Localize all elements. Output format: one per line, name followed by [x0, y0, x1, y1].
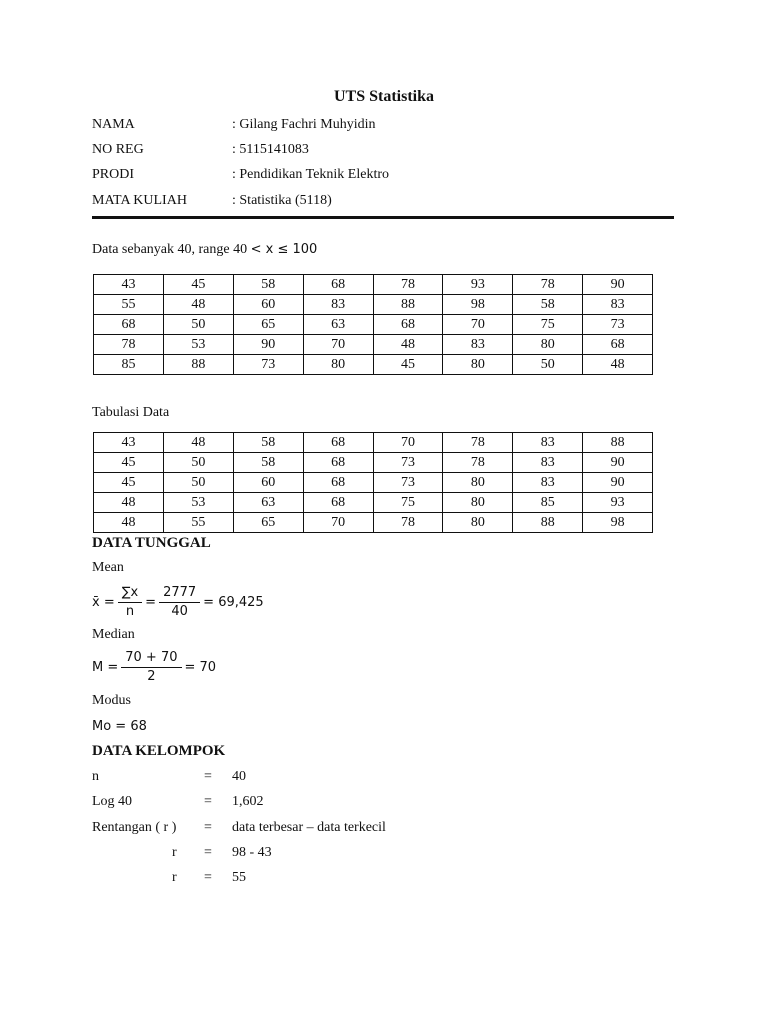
- table-cell: 80: [443, 513, 513, 533]
- table-cell: 90: [583, 473, 653, 493]
- data-intro-text: Data sebanyak 40, range 40: [92, 242, 248, 257]
- table-cell: 68: [303, 493, 373, 513]
- table-row: [94, 493, 653, 513]
- table-cell: 63: [233, 493, 303, 513]
- kelompok-row-rentangan: [92, 820, 492, 840]
- median-lhs: M =: [92, 660, 119, 675]
- table-cell: 48: [94, 513, 164, 533]
- kelompok-row-r-calc: [92, 845, 492, 865]
- table-row: [94, 513, 653, 533]
- table-cell: 80: [303, 355, 373, 375]
- table-cell: 45: [94, 473, 164, 493]
- table-cell: 93: [443, 275, 513, 295]
- kelompok-label: Log 40: [92, 794, 133, 809]
- table-cell: 50: [163, 453, 233, 473]
- table-cell: 68: [303, 453, 373, 473]
- table-row: [94, 315, 653, 335]
- table-cell: 78: [443, 433, 513, 453]
- table-cell: 48: [163, 295, 233, 315]
- info-value: : 5115141083: [232, 142, 309, 157]
- table-cell: 45: [163, 275, 233, 295]
- table-cell: 83: [513, 433, 583, 453]
- kelompok-equals: =: [204, 845, 212, 860]
- table-cell: 45: [373, 355, 443, 375]
- info-value: : Pendidikan Teknik Elektro: [232, 167, 390, 182]
- document-title: UTS Statistika: [333, 88, 435, 105]
- table-cell: 43: [94, 275, 164, 295]
- table-cell: 68: [373, 315, 443, 335]
- kelompok-equals: =: [204, 769, 212, 784]
- table-cell: 83: [513, 473, 583, 493]
- header-divider: [92, 216, 674, 219]
- table-cell: 60: [233, 473, 303, 493]
- table-cell: 58: [513, 295, 583, 315]
- table-cell: 80: [513, 335, 583, 355]
- data-intro-range: < x ≤ 100: [250, 242, 318, 257]
- table-cell: 53: [163, 493, 233, 513]
- table-cell: 88: [163, 355, 233, 375]
- table-cell: 50: [163, 473, 233, 493]
- table-cell: 73: [373, 453, 443, 473]
- mean-fraction-values: [159, 585, 200, 620]
- kelompok-row-r-result: [92, 870, 492, 890]
- table-cell: 58: [233, 453, 303, 473]
- table-row: [94, 275, 653, 295]
- table-cell: 78: [443, 453, 513, 473]
- table-cell: 80: [443, 355, 513, 375]
- data-tunggal-heading: DATA TUNGGAL: [92, 535, 211, 551]
- table-cell: 90: [583, 453, 653, 473]
- table-cell: 78: [373, 513, 443, 533]
- table-cell: 88: [513, 513, 583, 533]
- kelompok-value: data terbesar – data terkecil: [232, 820, 386, 835]
- info-label: NO REG: [92, 142, 144, 157]
- table-cell: 90: [583, 275, 653, 295]
- fraction-numerator: ∑x: [118, 585, 142, 603]
- table-cell: 78: [513, 275, 583, 295]
- table-row: [94, 295, 653, 315]
- table-cell: 55: [163, 513, 233, 533]
- fraction-numerator: 70 + 70: [121, 650, 181, 668]
- table-cell: 48: [94, 493, 164, 513]
- modus-label: Modus: [92, 693, 131, 708]
- table-cell: 70: [303, 513, 373, 533]
- table-cell: 48: [373, 335, 443, 355]
- table-cell: 50: [163, 315, 233, 335]
- table-cell: 78: [373, 275, 443, 295]
- table-cell: 85: [94, 355, 164, 375]
- tabulasi-label: Tabulasi Data: [92, 405, 170, 420]
- kelompok-label: Rentangan ( r ): [92, 820, 177, 835]
- table-cell: 60: [233, 295, 303, 315]
- table-cell: 63: [303, 315, 373, 335]
- table-cell: 68: [303, 473, 373, 493]
- table-cell: 80: [443, 473, 513, 493]
- info-label: MATA KULIAH: [92, 193, 187, 208]
- table-cell: 68: [303, 433, 373, 453]
- table-cell: 43: [94, 433, 164, 453]
- table-cell: 68: [94, 315, 164, 335]
- table-cell: 80: [443, 493, 513, 513]
- table-cell: 90: [233, 335, 303, 355]
- table-cell: 68: [303, 275, 373, 295]
- table-cell: 83: [513, 453, 583, 473]
- info-label: NAMA: [92, 117, 135, 132]
- kelompok-value: 98 - 43: [232, 845, 272, 860]
- table-cell: 68: [583, 335, 653, 355]
- kelompok-label: r: [172, 845, 177, 860]
- table-cell: 45: [94, 453, 164, 473]
- median-fraction: [121, 650, 181, 685]
- mean-fraction-sum: [118, 585, 142, 620]
- fraction-denominator: 40: [171, 604, 188, 619]
- table-cell: 85: [513, 493, 583, 513]
- table-cell: 83: [303, 295, 373, 315]
- table-cell: 65: [233, 513, 303, 533]
- table-cell: 75: [373, 493, 443, 513]
- table-cell: 98: [443, 295, 513, 315]
- table-cell: 53: [163, 335, 233, 355]
- table-cell: 78: [94, 335, 164, 355]
- table-cell: 70: [373, 433, 443, 453]
- kelompok-row-log: [92, 794, 492, 814]
- mean-lhs: x̄ =: [92, 595, 115, 610]
- info-value: : Gilang Fachri Muhyidin: [232, 117, 376, 132]
- mean-result: = 69,425: [203, 595, 264, 610]
- kelompok-equals: =: [204, 870, 212, 885]
- table-cell: 73: [233, 355, 303, 375]
- table-cell: 65: [233, 315, 303, 335]
- raw-data-table: [93, 274, 653, 375]
- modus-formula: Mo = 68: [92, 719, 147, 734]
- median-label: Median: [92, 627, 135, 642]
- data-intro: [92, 242, 317, 258]
- kelompok-row-n: [92, 769, 492, 789]
- table-cell: 73: [583, 315, 653, 335]
- table-cell: 88: [583, 433, 653, 453]
- table-cell: 83: [583, 295, 653, 315]
- mean-label: Mean: [92, 560, 124, 575]
- table-cell: 48: [583, 355, 653, 375]
- info-label: PRODI: [92, 167, 135, 182]
- table-cell: 88: [373, 295, 443, 315]
- table-cell: 93: [583, 493, 653, 513]
- table-cell: 48: [163, 433, 233, 453]
- data-kelompok-heading: DATA KELOMPOK: [92, 743, 226, 759]
- table-cell: 75: [513, 315, 583, 335]
- mean-equals: =: [145, 595, 157, 610]
- fraction-numerator: 2777: [159, 585, 200, 603]
- table-row: [94, 335, 653, 355]
- kelompok-value: 40: [232, 769, 246, 784]
- median-formula: [92, 650, 216, 685]
- fraction-denominator: 2: [147, 669, 156, 684]
- info-value: : Statistika (5118): [232, 193, 332, 208]
- table-cell: 83: [443, 335, 513, 355]
- kelompok-label: n: [92, 769, 99, 784]
- kelompok-label: r: [172, 870, 177, 885]
- table-row: [94, 473, 653, 493]
- kelompok-equals: =: [204, 794, 212, 809]
- table-row: [94, 355, 653, 375]
- table-cell: 50: [513, 355, 583, 375]
- table-cell: 55: [94, 295, 164, 315]
- table-cell: 58: [233, 433, 303, 453]
- table-cell: 58: [233, 275, 303, 295]
- kelompok-value: 1,602: [232, 794, 264, 809]
- table-row: [94, 433, 653, 453]
- sorted-data-table: [93, 432, 653, 533]
- kelompok-equals: =: [204, 820, 212, 835]
- table-row: [94, 453, 653, 473]
- table-cell: 70: [303, 335, 373, 355]
- mean-formula: [92, 585, 264, 620]
- table-cell: 70: [443, 315, 513, 335]
- median-result: = 70: [184, 660, 217, 675]
- fraction-denominator: n: [125, 604, 135, 619]
- kelompok-value: 55: [232, 870, 246, 885]
- table-cell: 73: [373, 473, 443, 493]
- table-cell: 98: [583, 513, 653, 533]
